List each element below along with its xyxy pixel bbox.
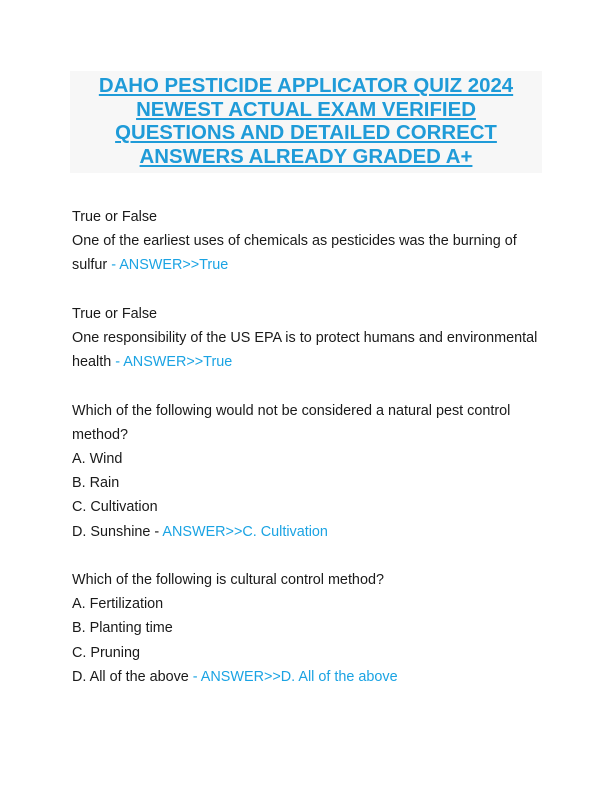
- option-b: B. Rain: [72, 475, 120, 492]
- question-label: True or False: [72, 209, 158, 225]
- option-b: B. Planting time: [72, 620, 173, 637]
- question-text: One responsibility of the US EPA is to protect humans and environmental: [72, 330, 538, 346]
- answer-text: - ANSWER>>True: [111, 354, 233, 371]
- question-1: [72, 205, 542, 278]
- question-text: Which of the following would not be considered a natural pest control: [72, 402, 511, 419]
- question-text: One of the earliest uses of chemicals as pesticides was the burning of: [72, 233, 517, 250]
- question-label: True or False: [72, 305, 158, 322]
- title-line-1: DAHO PESTICIDE APPLICATOR QUIZ 2024: [98, 75, 514, 97]
- option-a: A. Fertilization: [72, 596, 164, 613]
- option-c: C. Pruning: [72, 644, 140, 661]
- question-4: [72, 568, 542, 689]
- option-d: D. Sunshine - ANSWER>>C. Cultivation: [72, 523, 328, 540]
- question-text: Which of the following is cultural control method?: [72, 572, 384, 588]
- title-line-4: ANSWERS ALREADY GRADED A+: [139, 145, 473, 168]
- option-a: A. Wind: [72, 451, 123, 467]
- title-line-2: NEWEST ACTUAL EXAM VERIFIED: [136, 98, 476, 121]
- question-text-end: method?: [72, 426, 129, 443]
- answer-text: ANSWER>>C. Cultivation: [159, 523, 328, 540]
- question-2: [72, 302, 542, 375]
- answer-text: - ANSWER>>True: [107, 257, 229, 274]
- title-line-3: QUESTIONS AND DETAILED CORRECT: [115, 122, 497, 144]
- question-text-end: sulfur - ANSWER>>True: [72, 257, 229, 274]
- document-body: [72, 205, 542, 713]
- question-text-end: health - ANSWER>>True: [72, 354, 233, 371]
- answer-text: - ANSWER>>D. All of the above: [188, 668, 398, 685]
- document-title: [70, 71, 542, 173]
- question-3: [72, 399, 542, 544]
- option-c: C. Cultivation: [72, 499, 158, 516]
- option-d: D. All of the above - ANSWER>>D. All of the above: [72, 668, 398, 685]
